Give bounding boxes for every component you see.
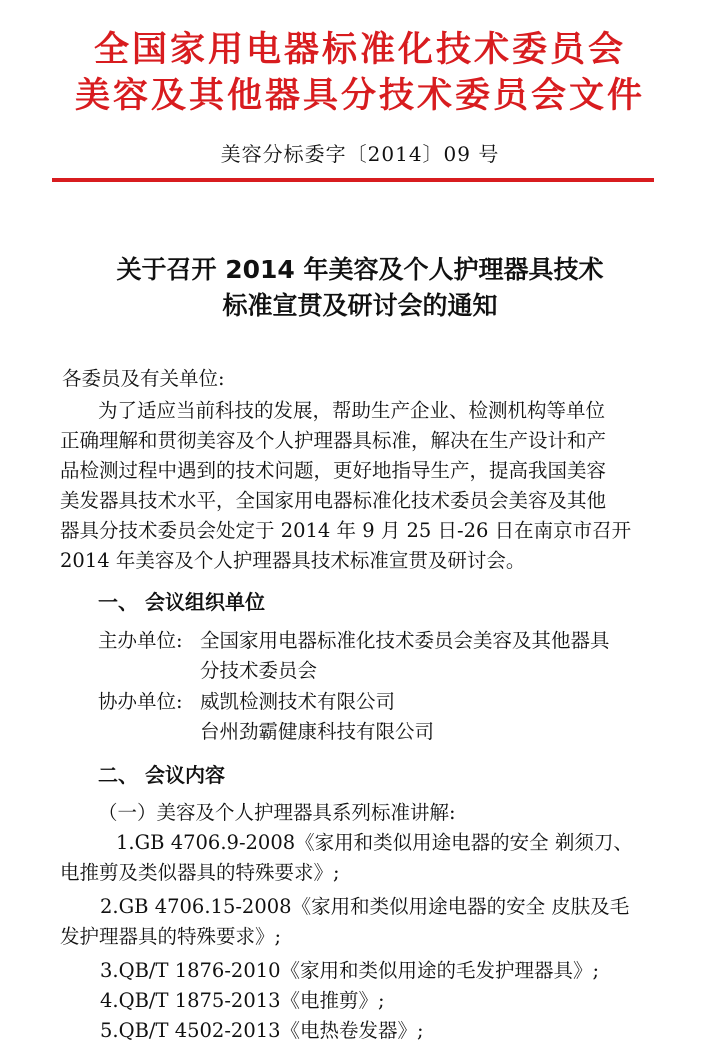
intro-line: 为了适应当前科技的发展，帮助生产企业、检测机构等单位 (98, 399, 606, 422)
notice-title-line2: 标准宣贯及研讨会的通知 (222, 291, 498, 320)
host-org-line: 分技术委员会 (200, 659, 318, 682)
host-org-line: 全国家用电器标准化技术委员会美容及其他器具 (200, 629, 610, 652)
host-label: 主办单位: (98, 629, 183, 652)
issuing-org-line1: 全国家用电器标准化技术委员会 (93, 30, 626, 70)
salutation: 各委员及有关单位: (62, 367, 225, 390)
co-host-label: 协办单位: (98, 690, 183, 713)
standard-item: 5.QB/T 4502-2013《电热卷发器》; (100, 1019, 424, 1042)
intro-line: 正确理解和贯彻美容及个人护理器具标准，解决在生产设计和产 (60, 429, 607, 452)
co-host-org-line: 台州劲霸健康科技有限公司 (200, 720, 435, 743)
standard-item: 发护理器具的特殊要求》; (60, 925, 282, 948)
intro-line: 器具分技术委员会处定于 2014 年 9 月 25 日-26 日在南京市召开 (60, 519, 632, 542)
intro-line: 2014 年美容及个人护理器具技术标准宣贯及研讨会。 (60, 549, 526, 572)
standard-item: 2.GB 4706.15-2008《家用和类似用途电器的安全 皮肤及毛 (100, 895, 630, 918)
standard-item: 1.GB 4706.9-2008《家用和类似用途电器的安全 剃须刀、 (116, 831, 633, 854)
standard-item: 电推剪及类似器具的特殊要求》; (60, 861, 340, 884)
content-subheading: （一）美容及个人护理器具系列标准讲解: (98, 801, 456, 824)
issuing-org-line2: 美容及其他器具分技术委员会文件 (74, 76, 645, 116)
red-divider (52, 178, 654, 182)
standard-item: 4.QB/T 1875-2013《电推剪》; (100, 989, 385, 1012)
intro-line: 美发器具技术水平，全国家用电器标准化技术委员会美容及其他 (60, 489, 607, 512)
section2-heading: 二、 会议内容 (98, 763, 225, 787)
co-host-org-line: 威凯检测技术有限公司 (200, 690, 396, 713)
section1-heading: 一、 会议组织单位 (98, 590, 265, 614)
notice-title-line1: 关于召开 2014 年美容及个人护理器具技术 (116, 255, 604, 284)
standard-item: 3.QB/T 1876-2010《家用和类似用途的毛发护理器具》; (100, 959, 600, 982)
document-number: 美容分标委字〔2014〕09 号 (220, 142, 500, 166)
intro-line: 品检测过程中遇到的技术问题，更好地指导生产，提高我国美容 (60, 459, 607, 482)
